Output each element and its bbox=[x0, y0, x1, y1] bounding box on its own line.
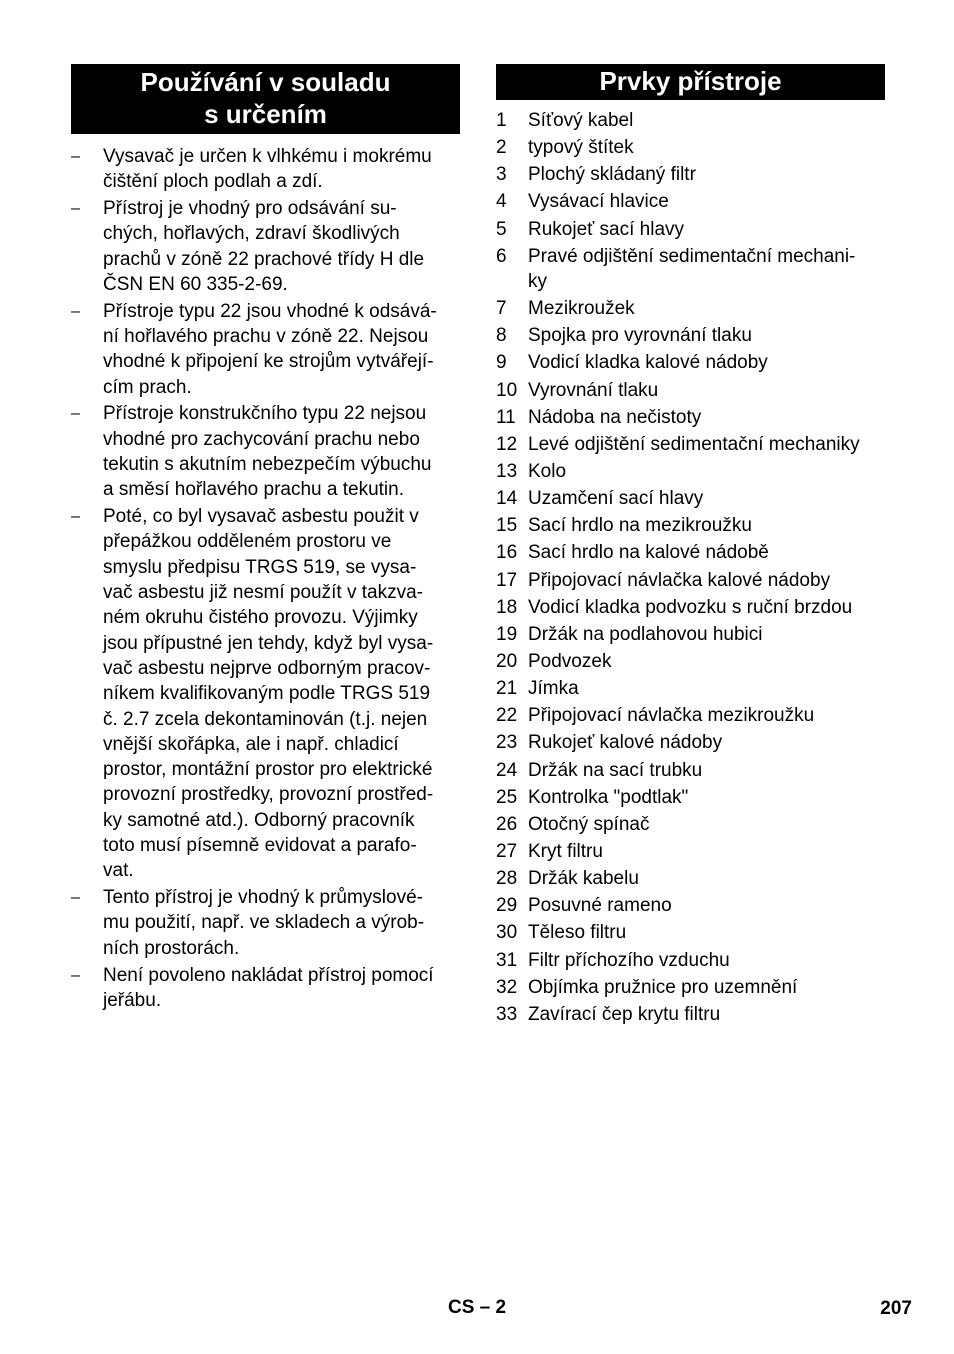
list-item-line: vnější skořápka, ale i např. chladicí bbox=[103, 733, 399, 755]
section-heading-device-elements: Prvky přístroje bbox=[496, 64, 885, 100]
list-item-line: Přístroje typu 22 jsou vhodné k odsává- bbox=[103, 300, 437, 322]
part-number: 33 bbox=[496, 1003, 518, 1025]
part-item bbox=[496, 758, 885, 783]
list-item bbox=[71, 144, 460, 195]
part-label: Kontrolka "podtlak" bbox=[528, 786, 689, 808]
part-item bbox=[496, 866, 885, 891]
part-label: Levé odjištění sedimentační mechaniky bbox=[528, 433, 860, 455]
part-number: 27 bbox=[496, 840, 518, 862]
list-item-line: jeřábu. bbox=[103, 989, 162, 1011]
part-number: 19 bbox=[496, 623, 518, 645]
heading-line-2: s určením bbox=[204, 99, 327, 129]
part-number: 22 bbox=[496, 705, 518, 727]
part-item bbox=[496, 703, 885, 728]
intended-use-list bbox=[71, 144, 460, 1013]
part-item bbox=[496, 189, 885, 214]
list-item-line: tekutin s akutním nebezpečím výbuchu bbox=[103, 454, 432, 476]
list-item bbox=[71, 401, 460, 502]
part-label: Podvozek bbox=[528, 650, 612, 672]
bullet-dash: – bbox=[71, 966, 80, 984]
part-label: Rukojeť sací hlavy bbox=[528, 218, 685, 240]
part-item bbox=[496, 217, 885, 242]
part-item bbox=[496, 135, 885, 160]
list-item-line: ČSN EN 60 335-2-69. bbox=[103, 273, 288, 295]
part-number: 7 bbox=[496, 298, 507, 320]
part-item bbox=[496, 323, 885, 348]
part-number: 11 bbox=[496, 406, 516, 428]
part-label: Kolo bbox=[528, 460, 567, 482]
part-item bbox=[496, 244, 885, 295]
list-item-line: Tento přístroj je vhodný k průmyslové- bbox=[103, 887, 423, 909]
part-number: 21 bbox=[496, 678, 518, 700]
list-item-line: provozní prostředky, provozní prostřed- bbox=[103, 784, 434, 806]
part-item bbox=[496, 296, 885, 321]
part-item bbox=[496, 676, 885, 701]
list-item-line: smyslu předpisu TRGS 519, se vysa- bbox=[103, 556, 417, 578]
part-label: Vysávací hlavice bbox=[528, 191, 669, 213]
part-item bbox=[496, 948, 885, 973]
list-item-line: mu použití, např. ve skladech a výrob- bbox=[103, 912, 425, 934]
part-number: 16 bbox=[496, 542, 518, 564]
section-heading-intended-use bbox=[71, 64, 460, 134]
list-item-line: Poté, co byl vysavač asbestu použit v bbox=[103, 506, 419, 528]
part-number: 30 bbox=[496, 922, 518, 944]
list-item-line: ky samotné atd.). Odborný pracovník bbox=[103, 809, 415, 831]
part-label: ky bbox=[528, 271, 547, 292]
part-number: 2 bbox=[496, 137, 507, 159]
part-label: Mezikroužek bbox=[528, 298, 635, 320]
part-number: 28 bbox=[496, 868, 518, 890]
part-item bbox=[496, 785, 885, 810]
part-label: Vodicí kladka podvozku s ruční brzdou bbox=[528, 596, 853, 618]
part-item bbox=[496, 432, 885, 457]
list-item bbox=[71, 504, 460, 883]
part-item bbox=[496, 595, 885, 620]
bullet-dash: – bbox=[71, 148, 80, 165]
list-item-line: ní hořlavého prachu v zóně 22. Nejsou bbox=[103, 326, 429, 348]
part-label: Uzamčení sací hlavy bbox=[528, 488, 704, 510]
list-item-line: ném okruhu čistého provozu. Výjimky bbox=[103, 607, 418, 629]
part-number: 29 bbox=[496, 895, 518, 917]
list-item-line: č. 2.7 zcela dekontaminován (t.j. nejen bbox=[103, 708, 428, 730]
part-item bbox=[496, 162, 885, 187]
part-number: 9 bbox=[496, 352, 507, 374]
part-number: 23 bbox=[496, 732, 518, 754]
part-number: 25 bbox=[496, 786, 518, 808]
list-item-line: čištění ploch podlah a zdí. bbox=[103, 171, 323, 193]
list-item bbox=[71, 963, 460, 1014]
part-number: 6 bbox=[496, 245, 507, 267]
part-label: Držák na sací trubku bbox=[528, 759, 703, 781]
part-item bbox=[496, 459, 885, 484]
footer-section-label: CS – 2 bbox=[448, 1297, 507, 1318]
bullet-dash: – bbox=[71, 200, 80, 218]
part-label: Rukojeť kalové nádoby bbox=[528, 732, 723, 754]
part-item bbox=[496, 568, 885, 593]
part-label: Nádoba na nečistoty bbox=[528, 406, 702, 428]
part-number: 10 bbox=[496, 379, 518, 401]
part-number: 13 bbox=[496, 460, 518, 482]
part-number: 24 bbox=[496, 759, 518, 781]
part-item bbox=[496, 839, 885, 864]
part-label: Otočný spínač bbox=[528, 813, 650, 835]
part-number: 31 bbox=[496, 949, 518, 971]
list-item bbox=[71, 885, 460, 961]
part-number: 20 bbox=[496, 650, 518, 672]
part-item bbox=[496, 486, 885, 511]
list-item-line: cím prach. bbox=[103, 376, 192, 398]
list-item-line: přepážkou odděleném prostoru ve bbox=[103, 531, 392, 553]
list-item-line: vač asbestu nejprve odborným pracov- bbox=[103, 657, 431, 679]
part-label: Sací hrdlo na mezikroužku bbox=[528, 515, 752, 537]
part-number: 18 bbox=[496, 596, 518, 618]
part-item bbox=[496, 975, 885, 1000]
right-column bbox=[496, 64, 885, 1029]
list-item-line: Není povoleno nakládat přístroj pomocí bbox=[103, 964, 434, 986]
bullet-dash: – bbox=[71, 302, 80, 320]
part-label: typový štítek bbox=[528, 137, 634, 159]
list-item-line: Přístroje konstrukčního typu 22 nejsou bbox=[103, 403, 427, 425]
list-item bbox=[71, 299, 460, 400]
part-label: Držák kabelu bbox=[528, 868, 639, 890]
heading-line-1: Používání v souladu bbox=[140, 67, 391, 97]
list-item-line: ních prostorách. bbox=[103, 937, 240, 959]
part-item bbox=[496, 540, 885, 565]
part-label: Připojovací návlačka kalové nádoby bbox=[528, 569, 831, 591]
part-item bbox=[496, 1002, 885, 1027]
part-label: Zavírací čep krytu filtru bbox=[528, 1003, 721, 1025]
part-number: 14 bbox=[496, 488, 518, 510]
part-label: Pravé odjištění sedimentační mechani- bbox=[528, 245, 856, 267]
part-item bbox=[496, 730, 885, 755]
list-item-line: vat. bbox=[103, 860, 134, 882]
list-item bbox=[71, 196, 460, 297]
part-number: 15 bbox=[496, 515, 518, 537]
part-number: 3 bbox=[496, 164, 507, 186]
part-label: Jímka bbox=[528, 678, 579, 700]
part-item bbox=[496, 108, 885, 133]
bullet-dash: – bbox=[71, 508, 80, 526]
part-item bbox=[496, 812, 885, 837]
list-item-line: vhodné k připojení ke strojům vytvářejí- bbox=[103, 351, 434, 373]
list-item-line: jsou přípustné jen tehdy, když byl vysa- bbox=[103, 632, 434, 654]
part-label: Sací hrdlo na kalové nádobě bbox=[528, 542, 769, 564]
list-item-line: vač asbestu již nesmí použít v takzva- bbox=[103, 582, 423, 604]
part-label: Kryt filtru bbox=[528, 840, 603, 862]
list-item-line: vhodné pro zachycování prachu nebo bbox=[103, 428, 420, 450]
bullet-dash: – bbox=[71, 405, 80, 423]
device-elements-list bbox=[496, 108, 885, 1027]
part-item bbox=[496, 405, 885, 430]
part-item bbox=[496, 649, 885, 674]
part-number: 26 bbox=[496, 813, 518, 835]
part-label: Držák na podlahovou hubici bbox=[528, 623, 763, 645]
part-label: Připojovací návlačka mezikroužku bbox=[528, 705, 815, 727]
part-item bbox=[496, 350, 885, 375]
page-number: 207 bbox=[880, 1298, 912, 1319]
part-number: 12 bbox=[496, 433, 518, 455]
part-number: 32 bbox=[496, 976, 518, 998]
part-label: Filtr příchozího vzduchu bbox=[528, 949, 730, 971]
list-item-line: Přístroj je vhodný pro odsávání su- bbox=[103, 198, 397, 220]
list-item-line: toto musí písemně evidovat a parafo- bbox=[103, 835, 417, 857]
part-label: Vodicí kladka kalové nádoby bbox=[528, 352, 768, 374]
part-label: Spojka pro vyrovnání tlaku bbox=[528, 325, 752, 347]
list-item-line: prachů v zóně 22 prachové třídy H dle bbox=[103, 248, 425, 270]
part-number: 5 bbox=[496, 218, 507, 240]
part-label: Plochý skládaný filtr bbox=[528, 164, 696, 186]
part-number: 17 bbox=[496, 569, 518, 591]
part-item bbox=[496, 622, 885, 647]
part-label: Posuvné rameno bbox=[528, 895, 672, 917]
list-item-line: Vysavač je určen k vlhkému i mokrému bbox=[103, 146, 432, 167]
part-label: Těleso filtru bbox=[528, 922, 627, 944]
part-item bbox=[496, 893, 885, 918]
part-item bbox=[496, 513, 885, 538]
bullet-dash: – bbox=[71, 889, 80, 907]
part-number: 4 bbox=[496, 191, 507, 213]
part-number: 1 bbox=[496, 110, 507, 131]
part-number: 8 bbox=[496, 325, 507, 347]
list-item-line: chých, hořlavých, zdraví škodlivých bbox=[103, 223, 400, 245]
list-item-line: níkem kvalifikovaným podle TRGS 519 bbox=[103, 683, 431, 705]
part-label: Síťový kabel bbox=[528, 110, 634, 131]
part-label: Objímka pružnice pro uzemnění bbox=[528, 976, 798, 998]
part-item bbox=[496, 378, 885, 403]
list-item-line: a směsí hořlavého prachu a tekutin. bbox=[103, 479, 405, 501]
left-column bbox=[71, 64, 460, 1015]
part-item bbox=[496, 920, 885, 945]
list-item-line: prostor, montážní prostor pro elektrické bbox=[103, 759, 433, 781]
part-label: Vyrovnání tlaku bbox=[528, 379, 659, 401]
